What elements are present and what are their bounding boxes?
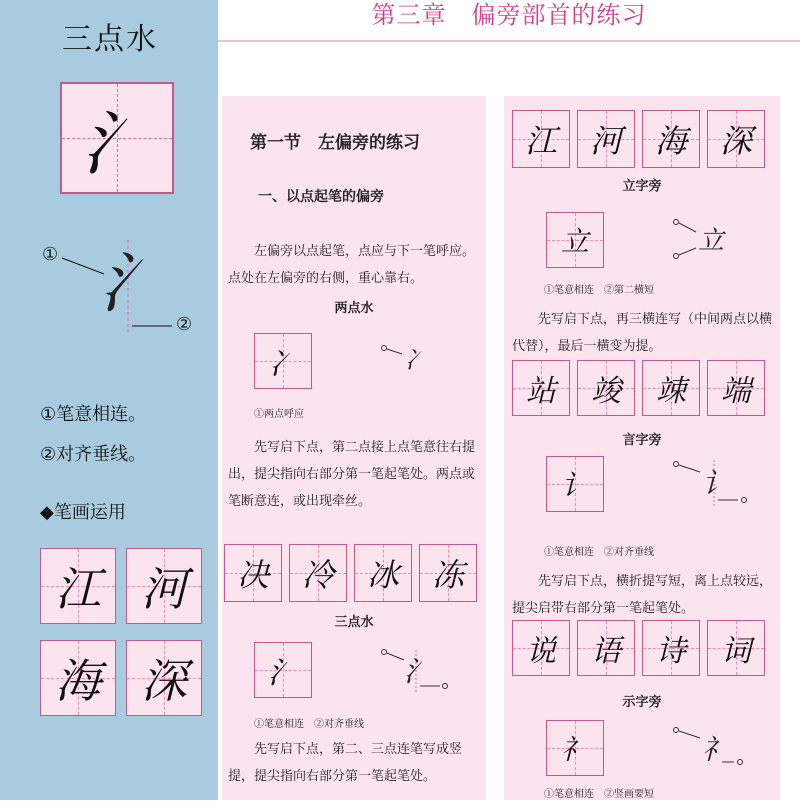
note-1: ①笔意相连。 (40, 404, 147, 425)
label-liangdianshui: 两点水 (334, 301, 374, 316)
usage-heading: ◆笔画运用 (40, 502, 126, 523)
marker-one: ① (42, 244, 59, 265)
stroke-demo: 讠 (672, 456, 762, 512)
stroke-box: 讠 (546, 456, 604, 512)
example-cell: 竣 (577, 360, 635, 416)
paragraph: 先写启下点，再三横连写（中间两点以横代替），最后一横变为提。 (512, 312, 773, 354)
example-row (512, 620, 765, 676)
example-row (512, 360, 765, 416)
example-cell: 冰 (354, 544, 412, 602)
example-cell: 词 (707, 620, 765, 676)
column-left-radicals (222, 96, 486, 800)
example-cell: 江 (512, 110, 570, 168)
chapter-heading (218, 0, 800, 42)
example-cell: 江 (40, 548, 116, 624)
example-cell: 决 (224, 544, 282, 602)
caption: ①笔意相连 ②第二横短 (544, 285, 654, 296)
example-cell: 站 (512, 360, 570, 416)
caption: ①两点呼应 (254, 409, 304, 420)
example-cell: 河 (126, 548, 202, 624)
stroke-demo: 冫 (380, 340, 440, 380)
example-row (224, 544, 477, 602)
note-2: ②对齐垂线。 (40, 444, 147, 465)
radical-big-char: 氵 (82, 102, 152, 185)
demo-char: 氵 (100, 245, 166, 322)
usage-examples (40, 548, 202, 716)
chapter-title: 第三章 偏旁部首的练习 (371, 1, 647, 29)
example-cell: 端 (707, 360, 765, 416)
left-panel (0, 0, 218, 800)
example-cell: 冻 (419, 544, 477, 602)
stroke-demo: 氵 (380, 644, 470, 698)
section-title: 第一节 左偏旁的练习 (250, 133, 420, 153)
example-cell: 深 (126, 640, 202, 716)
example-cell: 冷 (289, 544, 347, 602)
paragraph: 先写启下点，横折提写短，离上点较远，提尖启带右部分第一笔起笔处。 (512, 574, 773, 616)
caption: ①笔意相连 ②竖画要短 (544, 789, 654, 800)
caption: ①笔意相连 ②对齐垂线 (544, 547, 654, 558)
example-row (512, 110, 765, 168)
example-cell: 海 (642, 110, 700, 168)
marker-two: ② (176, 314, 193, 335)
label-sandianshui: 三点水 (334, 615, 374, 630)
paragraph: 先写启下点，第二点接上点笔意往右提出，提尖指向右部分第一笔起笔处。两点或笔断意连，或出现牵丝。 (228, 440, 476, 509)
label-shizipang: 示字旁 (622, 695, 662, 710)
stroke-box: 礻 (546, 720, 604, 776)
radical-title: 三点水 (62, 22, 158, 57)
example-cell: 语 (577, 620, 635, 676)
paragraph: 先写启下点，第二、三点连笔写成竖提，提尖指向右部分第一笔起笔处。 (228, 742, 463, 784)
subsection-title: 一、以点起笔的偏旁 (258, 189, 384, 205)
stroke-box: 立 (546, 212, 604, 268)
label-lizipang: 立字旁 (622, 179, 662, 194)
caption: ①笔意相连 ②对齐垂线 (254, 719, 364, 730)
example-cell: 说 (512, 620, 570, 676)
intro-paragraph: 左偏旁以点起笔，点应与下一笔呼应。点处在左偏旁的右侧，重心靠右。 (228, 244, 476, 286)
stroke-demo: 立 (672, 216, 752, 266)
column-right-radicals (504, 96, 780, 800)
stroke-box: 冫 (254, 333, 312, 389)
stroke-demo: 礻 (672, 722, 762, 776)
example-cell: 河 (577, 110, 635, 168)
divider (218, 40, 800, 42)
example-cell: 深 (707, 110, 765, 168)
example-cell: 诗 (642, 620, 700, 676)
stroke-box: 氵 (254, 642, 312, 698)
example-cell: 海 (40, 640, 116, 716)
radical-grid-box (60, 82, 174, 194)
example-cell: 竦 (642, 360, 700, 416)
label-yanzipang: 言字旁 (622, 433, 662, 448)
stroke-demo (40, 232, 210, 342)
